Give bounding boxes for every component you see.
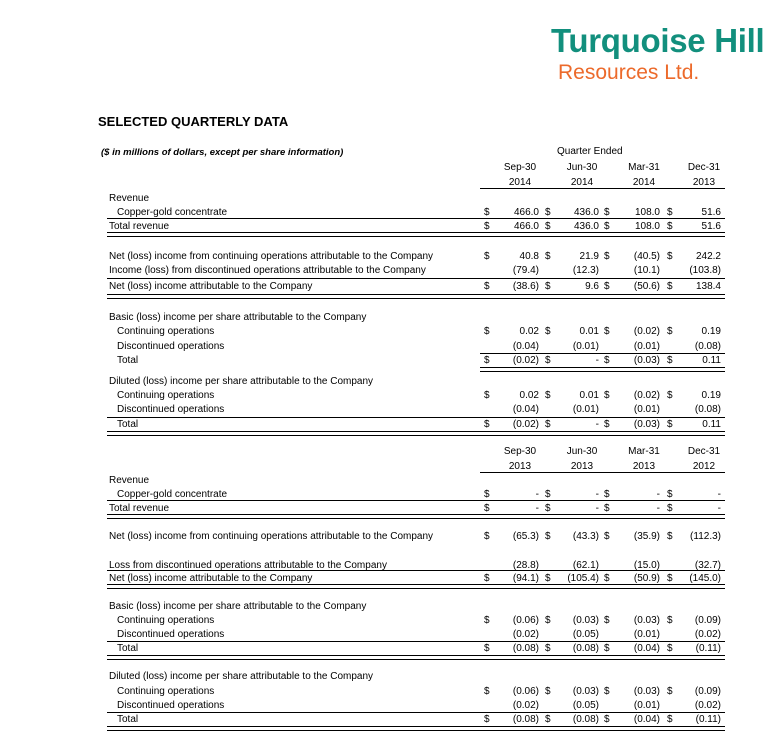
cell-value: 108.0 bbox=[634, 221, 660, 232]
column-header-year: 2014 bbox=[570, 177, 594, 188]
cell-value: (65.3) bbox=[512, 531, 539, 542]
quarter-ended-label: Quarter Ended bbox=[557, 146, 623, 157]
column-header-year: 2013 bbox=[508, 461, 532, 472]
double-rule bbox=[480, 367, 725, 372]
currency-symbol: $ bbox=[545, 643, 551, 654]
row-label: Continuing operations bbox=[117, 390, 215, 401]
cell-value: (0.02) bbox=[694, 629, 721, 640]
column-header-month: Sep-30 bbox=[503, 162, 537, 173]
currency-symbol: $ bbox=[604, 355, 610, 366]
currency-symbol: $ bbox=[667, 221, 673, 232]
double-rule bbox=[107, 232, 725, 237]
row-label: Total bbox=[117, 419, 139, 430]
currency-symbol: $ bbox=[484, 355, 490, 366]
cell-value: - bbox=[656, 489, 660, 500]
currency-symbol: $ bbox=[484, 714, 490, 725]
cell-value: 9.6 bbox=[585, 281, 599, 292]
column-header-month: Jun-30 bbox=[566, 162, 598, 173]
currency-symbol: $ bbox=[484, 281, 490, 292]
column-header-year: 2012 bbox=[692, 461, 716, 472]
row-label: Copper-gold concentrate bbox=[117, 489, 228, 500]
currency-symbol: $ bbox=[484, 326, 490, 337]
cell-value: (0.01) bbox=[633, 341, 660, 352]
cell-value: (112.3) bbox=[690, 531, 721, 542]
cell-value: 0.02 bbox=[519, 390, 539, 401]
column-header-year: 2013 bbox=[570, 461, 594, 472]
column-header-year: 2013 bbox=[632, 461, 656, 472]
cell-value: 51.6 bbox=[701, 207, 721, 218]
cell-value: (145.0) bbox=[689, 573, 721, 584]
company-logo-name: Turquoise Hill bbox=[551, 22, 765, 59]
row-label: Net (loss) income from continuing operations attributable to the Company bbox=[109, 531, 434, 542]
cell-value: (0.03) bbox=[633, 355, 660, 366]
cell-value: (10.1) bbox=[633, 265, 660, 276]
column-header-month: Dec-31 bbox=[687, 162, 721, 173]
cell-value: (0.09) bbox=[694, 686, 721, 697]
row-label: Revenue bbox=[109, 193, 150, 204]
cell-value: (0.02) bbox=[633, 326, 660, 337]
cell-value: (0.03) bbox=[572, 686, 599, 697]
row-label: Total revenue bbox=[109, 221, 170, 232]
currency-symbol: $ bbox=[484, 531, 490, 542]
rule bbox=[107, 712, 725, 713]
currency-symbol: $ bbox=[604, 207, 610, 218]
cell-value: (0.06) bbox=[512, 686, 539, 697]
cell-value: (0.04) bbox=[633, 643, 660, 654]
cell-value: (79.4) bbox=[512, 265, 539, 276]
currency-symbol: $ bbox=[604, 531, 610, 542]
currency-symbol: $ bbox=[545, 615, 551, 626]
column-header-year: 2013 bbox=[692, 177, 716, 188]
cell-value: (0.01) bbox=[633, 700, 660, 711]
column-header-month: Dec-31 bbox=[687, 446, 721, 457]
currency-symbol: $ bbox=[604, 714, 610, 725]
currency-symbol: $ bbox=[545, 207, 551, 218]
currency-symbol: $ bbox=[667, 207, 673, 218]
cell-value: (0.04) bbox=[633, 714, 660, 725]
cell-value: (35.9) bbox=[633, 531, 660, 542]
currency-symbol: $ bbox=[667, 390, 673, 401]
currency-symbol: $ bbox=[667, 503, 673, 514]
cell-value: 40.8 bbox=[519, 251, 539, 262]
row-label: Basic (loss) income per share attributable to the Company bbox=[109, 312, 367, 323]
currency-symbol: $ bbox=[545, 326, 551, 337]
currency-symbol: $ bbox=[604, 221, 610, 232]
cell-value: (0.03) bbox=[633, 686, 660, 697]
cell-value: (0.08) bbox=[512, 714, 539, 725]
currency-symbol: $ bbox=[667, 615, 673, 626]
currency-symbol: $ bbox=[604, 251, 610, 262]
cell-value: (0.01) bbox=[572, 341, 599, 352]
cell-value: (0.02) bbox=[512, 700, 539, 711]
cell-value: (0.04) bbox=[512, 404, 539, 415]
currency-symbol: $ bbox=[545, 531, 551, 542]
cell-value: (12.3) bbox=[572, 265, 599, 276]
row-label: Copper-gold concentrate bbox=[117, 207, 228, 218]
currency-symbol: $ bbox=[545, 503, 551, 514]
double-rule bbox=[107, 514, 725, 519]
currency-symbol: $ bbox=[484, 503, 490, 514]
row-label: Total revenue bbox=[109, 503, 170, 514]
cell-value: (103.8) bbox=[689, 265, 721, 276]
company-logo-subtitle: Resources Ltd. bbox=[558, 61, 700, 84]
currency-symbol: $ bbox=[484, 643, 490, 654]
currency-symbol: $ bbox=[545, 251, 551, 262]
column-header-month: Mar-31 bbox=[628, 446, 660, 457]
rule bbox=[107, 218, 725, 219]
double-rule bbox=[107, 584, 725, 589]
column-header-year: 2014 bbox=[632, 177, 656, 188]
currency-symbol: $ bbox=[604, 686, 610, 697]
row-label: Revenue bbox=[109, 475, 150, 486]
double-rule bbox=[107, 431, 725, 436]
row-label: Net (loss) income attributable to the Company bbox=[109, 573, 313, 584]
units-note: ($ in millions of dollars, except per share information) bbox=[101, 147, 344, 158]
currency-symbol: $ bbox=[604, 489, 610, 500]
currency-symbol: $ bbox=[667, 326, 673, 337]
currency-symbol: $ bbox=[604, 326, 610, 337]
cell-value: (50.6) bbox=[633, 281, 660, 292]
currency-symbol: $ bbox=[545, 573, 551, 584]
currency-symbol: $ bbox=[545, 686, 551, 697]
cell-value: 0.02 bbox=[519, 326, 539, 337]
rule bbox=[107, 570, 725, 571]
cell-value: (0.03) bbox=[633, 419, 660, 430]
currency-symbol: $ bbox=[484, 489, 490, 500]
cell-value: (0.05) bbox=[572, 700, 599, 711]
currency-symbol: $ bbox=[545, 489, 551, 500]
cell-value: (43.3) bbox=[572, 531, 599, 542]
currency-symbol: $ bbox=[667, 489, 673, 500]
rule bbox=[107, 641, 725, 642]
currency-symbol: $ bbox=[545, 281, 551, 292]
currency-symbol: $ bbox=[667, 643, 673, 654]
currency-symbol: $ bbox=[484, 573, 490, 584]
currency-symbol: $ bbox=[484, 251, 490, 262]
cell-value: - bbox=[595, 419, 599, 430]
row-label: Discontinued operations bbox=[117, 700, 225, 711]
cell-value: (0.08) bbox=[694, 404, 721, 415]
row-label: Loss from discontinued operations attributable to the Company bbox=[109, 560, 387, 571]
currency-symbol: $ bbox=[667, 281, 673, 292]
rule bbox=[480, 188, 725, 189]
row-label: Continuing operations bbox=[117, 615, 215, 626]
cell-value: (38.6) bbox=[512, 281, 539, 292]
cell-value: 21.9 bbox=[579, 251, 599, 262]
cell-value: (0.06) bbox=[512, 615, 539, 626]
currency-symbol: $ bbox=[604, 390, 610, 401]
currency-symbol: $ bbox=[545, 390, 551, 401]
row-label: Total bbox=[117, 355, 139, 366]
cell-value: (0.05) bbox=[572, 629, 599, 640]
cell-value: 138.4 bbox=[695, 281, 721, 292]
currency-symbol: $ bbox=[667, 251, 673, 262]
currency-symbol: $ bbox=[484, 390, 490, 401]
row-label: Net (loss) income from continuing operations attributable to the Company bbox=[109, 251, 434, 262]
cell-value: (0.03) bbox=[572, 615, 599, 626]
row-label: Diluted (loss) income per share attributable to the Company bbox=[109, 671, 374, 682]
cell-value: (0.02) bbox=[512, 629, 539, 640]
column-header-year: 2014 bbox=[508, 177, 532, 188]
row-label: Discontinued operations bbox=[117, 629, 225, 640]
cell-value: (0.08) bbox=[572, 643, 599, 654]
cell-value: (0.08) bbox=[694, 341, 721, 352]
currency-symbol: $ bbox=[667, 573, 673, 584]
cell-value: (0.01) bbox=[572, 404, 599, 415]
cell-value: (0.11) bbox=[695, 643, 721, 654]
rule bbox=[480, 353, 725, 354]
cell-value: 466.0 bbox=[513, 207, 539, 218]
cell-value: 0.11 bbox=[702, 355, 721, 366]
cell-value: - bbox=[656, 503, 660, 514]
cell-value: (105.4) bbox=[567, 573, 599, 584]
cell-value: - bbox=[595, 355, 599, 366]
currency-symbol: $ bbox=[604, 419, 610, 430]
row-label: Basic (loss) income per share attributable to the Company bbox=[109, 601, 367, 612]
cell-value: (0.02) bbox=[633, 390, 660, 401]
currency-symbol: $ bbox=[667, 419, 673, 430]
currency-symbol: $ bbox=[545, 355, 551, 366]
row-label: Diluted (loss) income per share attributable to the Company bbox=[109, 376, 374, 387]
cell-value: 466.0 bbox=[513, 221, 539, 232]
cell-value: (0.04) bbox=[512, 341, 539, 352]
double-rule bbox=[107, 294, 725, 299]
cell-value: 436.0 bbox=[573, 207, 599, 218]
cell-value: 0.19 bbox=[701, 390, 721, 401]
currency-symbol: $ bbox=[484, 686, 490, 697]
currency-symbol: $ bbox=[667, 531, 673, 542]
column-header-month: Sep-30 bbox=[503, 446, 537, 457]
currency-symbol: $ bbox=[604, 643, 610, 654]
cell-value: 0.01 bbox=[579, 390, 599, 401]
cell-value: (0.01) bbox=[633, 404, 660, 415]
currency-symbol: $ bbox=[604, 615, 610, 626]
cell-value: - bbox=[595, 503, 599, 514]
cell-value: (0.08) bbox=[512, 643, 539, 654]
page-title: SELECTED QUARTERLY DATA bbox=[98, 114, 289, 129]
currency-symbol: $ bbox=[484, 419, 490, 430]
cell-value: (94.1) bbox=[512, 573, 539, 584]
cell-value: - bbox=[717, 503, 721, 514]
rule bbox=[107, 278, 725, 279]
cell-value: - bbox=[535, 489, 539, 500]
currency-symbol: $ bbox=[604, 573, 610, 584]
cell-value: (0.03) bbox=[633, 615, 660, 626]
currency-symbol: $ bbox=[484, 207, 490, 218]
cell-value: (0.08) bbox=[572, 714, 599, 725]
currency-symbol: $ bbox=[545, 419, 551, 430]
row-label: Discontinued operations bbox=[117, 341, 225, 352]
cell-value: - bbox=[535, 503, 539, 514]
currency-symbol: $ bbox=[484, 615, 490, 626]
currency-symbol: $ bbox=[545, 221, 551, 232]
currency-symbol: $ bbox=[667, 686, 673, 697]
cell-value: (0.02) bbox=[512, 419, 539, 430]
row-label: Discontinued operations bbox=[117, 404, 225, 415]
cell-value: (15.0) bbox=[633, 560, 660, 571]
cell-value: - bbox=[595, 489, 599, 500]
row-label: Continuing operations bbox=[117, 686, 215, 697]
cell-value: 0.19 bbox=[701, 326, 721, 337]
currency-symbol: $ bbox=[604, 503, 610, 514]
row-label: Net (loss) income attributable to the Company bbox=[109, 281, 313, 292]
cell-value: 108.0 bbox=[634, 207, 660, 218]
column-header-month: Mar-31 bbox=[628, 162, 660, 173]
currency-symbol: $ bbox=[484, 221, 490, 232]
double-rule bbox=[107, 655, 725, 660]
cell-value: - bbox=[717, 489, 721, 500]
row-label: Total bbox=[117, 643, 139, 654]
cell-value: 0.01 bbox=[579, 326, 599, 337]
rule bbox=[480, 472, 725, 473]
cell-value: 242.2 bbox=[695, 251, 721, 262]
cell-value: (0.11) bbox=[695, 714, 721, 725]
rule bbox=[107, 417, 725, 418]
cell-value: (32.7) bbox=[694, 560, 721, 571]
cell-value: 51.6 bbox=[701, 221, 721, 232]
cell-value: (28.8) bbox=[512, 560, 539, 571]
currency-symbol: $ bbox=[667, 714, 673, 725]
currency-symbol: $ bbox=[604, 281, 610, 292]
cell-value: 0.11 bbox=[702, 419, 721, 430]
row-label: Continuing operations bbox=[117, 326, 215, 337]
cell-value: (62.1) bbox=[572, 560, 599, 571]
cell-value: 436.0 bbox=[573, 221, 599, 232]
cell-value: (0.01) bbox=[633, 629, 660, 640]
cell-value: (40.5) bbox=[633, 251, 660, 262]
double-rule bbox=[107, 726, 725, 731]
row-label: Income (loss) from discontinued operations attributable to the Company bbox=[109, 265, 426, 276]
row-label: Total bbox=[117, 714, 139, 725]
currency-symbol: $ bbox=[667, 355, 673, 366]
rule bbox=[107, 500, 725, 501]
cell-value: (0.09) bbox=[694, 615, 721, 626]
currency-symbol: $ bbox=[545, 714, 551, 725]
cell-value: (0.02) bbox=[694, 700, 721, 711]
column-header-month: Jun-30 bbox=[566, 446, 598, 457]
cell-value: (50.9) bbox=[633, 573, 660, 584]
cell-value: (0.02) bbox=[512, 355, 539, 366]
